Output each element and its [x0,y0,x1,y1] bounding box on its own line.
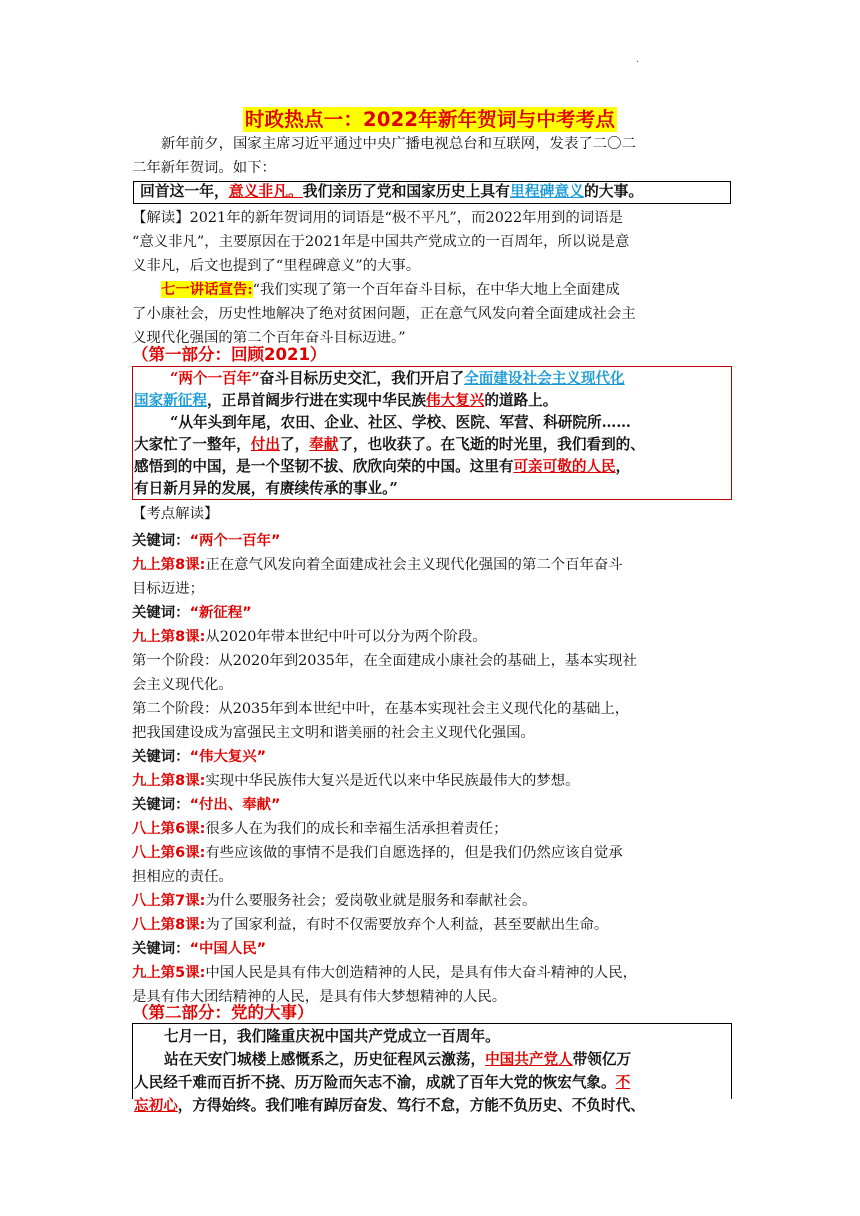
kaodian-line [132,819,732,839]
box1-l5c: ， [615,458,631,475]
kaodian-line-continued: 会主义现代化。 [132,677,233,693]
lesson-text: 实现中华民族伟大复兴是近代以来中华民族最伟大的梦想。 [205,773,580,789]
lesson-label: 九上第8课: [132,629,206,645]
box2-l3b: 不 [615,1074,631,1091]
box2-line-2 [164,1050,764,1070]
lesson-text: 为了国家利益，有时不仅需要放弃个人利益，甚至要献出生命。 [205,917,609,933]
lesson-label: 九上第8课: [132,557,206,573]
box1-l4a: 大家忙了一整年， [134,436,251,453]
lesson-text: 为什么要服务社会；爱岗敬业就是服务和奉献社会。 [205,893,537,909]
quote-1-d: 里程碑意义 [509,183,584,200]
section-1-heading: （第一部分：回顾2021） [132,345,327,364]
header-dot: . [636,54,640,65]
kaodian-line [132,651,732,671]
box2-l2a: 站在天安门城楼上感慨系之，历史征程风云激荡， [164,1051,486,1068]
section-2-heading: （第二部分：党的大事） [132,1003,314,1022]
lesson-text: 第二个阶段：从2035年到本世纪中叶，在基本实现社会主义现代化的基础上， [132,701,630,717]
box2-line-4 [134,1096,734,1116]
kaodian-line [132,891,732,911]
box2-line-3 [134,1073,734,1093]
box1-l2c: ，正昂首阔步行进在实现中华民族 [207,392,426,409]
kaodian-line [132,963,732,983]
lesson-label: 八上第7课: [132,893,206,909]
qiyi-line-2: 了小康社会，历史性地解决了绝对贫困问题，正在意气风发向着全面建成社会主 [132,306,636,322]
lesson-text: 正在意气风发向着全面建成社会主义现代化强国的第二个百年奋斗 [205,557,623,573]
box1-line-6: 有日新月异的发展，有赓续传承的事业。” [134,480,398,497]
lesson-label: 九上第5课: [132,965,206,981]
page-title [0,104,860,132]
title-text: 时政热点一：2022年新年贺词与中考考点 [244,108,616,131]
box1-l4e: 了，也收获了。在飞逝的时光里，我们看到的、 [338,436,645,453]
box1-line-1 [170,369,770,389]
keyword-label: 关键词： [132,533,190,549]
kaodian-line-continued: 目标迈进； [132,581,204,597]
keyword-value: “新征程” [189,605,252,621]
keyword-line [132,747,732,767]
kaodian-line [132,843,732,863]
lesson-text: 从2020年带本世纪中叶可以分为两个阶段。 [205,629,487,645]
box1-l2b: 新征程 [163,392,207,409]
kaodian-line [132,771,732,791]
lesson-text: 第一个阶段：从2020年到2035年，在全面建成小康社会的基础上，基本实现社 [132,653,637,669]
kaodian-line [132,627,732,647]
box2-l3a: 人民经千难而百折不挠、历万险而矢志不渝，成就了百年大党的恢宏气象。 [134,1074,616,1091]
box1-l1a: “两个一百年” [170,370,260,387]
kaodian-line [132,699,732,719]
quote-1-e: 的大事。 [583,183,644,200]
kaodian-line [132,915,732,935]
jiedu-label: 【解读】 [132,210,190,226]
box2-line-1: 七月一日，我们隆重庆祝中国共产党成立一百周年。 [164,1028,500,1045]
box1-l4d: 奉献 [309,436,339,453]
jiedu-line-3: 义非凡，后文也提到了“里程碑意义”的大事。 [132,258,421,274]
box1-line-3: “从年头到年尾，农田、企业、社区、学校、医院、军营、科研院所…… [170,414,631,431]
box1-l1b: 奋斗目标历史交汇，我们开启了 [259,370,465,387]
jiedu-line-1 [132,208,732,228]
lesson-text: 很多人在为我们的成长和幸福生活承担着责任； [205,821,508,837]
box2-l2c: 带领亿万 [572,1051,632,1068]
box1-line-2 [134,391,734,411]
kaodian-line-continued: 是具有伟大团结精神的人民，是具有伟大梦想精神的人民。 [132,989,507,1005]
jiedu-line-2: “意义非凡”，主要原因在于2021年是中国共产党成立的一百周年，所以说是意 [132,234,630,250]
lesson-text: 中国人民是具有伟大创造精神的人民，是具有伟大奋斗精神的人民， [205,965,638,981]
qiyi-label: 七一讲话宣告: [161,281,253,298]
intro-line-1: 新年前夕，国家主席习近平通过中央广播电视总台和互联网，发表了二〇二 [161,136,636,152]
kaodian-line-continued: 把我国建设成为富强民主文明和谐美丽的社会主义现代化强国。 [132,725,535,741]
keyword-label: 关键词： [132,797,190,813]
box1-l5b: 可亲可敬的人民 [513,458,616,475]
kaodian-line [132,555,732,575]
quote-1-a: 回首这一年， [140,183,229,200]
intro-line-2: 二年新年贺词。如下： [132,160,276,176]
kaodian-heading: 【考点解读】 [132,506,219,522]
box1-l2d: 伟大复兴 [425,392,485,409]
quote-1 [140,182,740,202]
qiyi-line-3: 义现代化强国的第二个百年奋斗目标迈进。” [132,330,406,346]
keyword-value: “付出、奉献” [189,797,281,813]
keyword-value: “伟大复兴” [189,749,267,765]
box2-l2b: 中国共产党人 [485,1051,573,1068]
keyword-line [132,795,732,815]
box1-l4b: 付出 [250,436,280,453]
lesson-label: 九上第8课: [132,773,206,789]
box1-l2a: 国家 [134,392,164,409]
keyword-line [132,603,732,623]
lesson-label: 八上第6课: [132,821,206,837]
keyword-value: “中国人民” [189,941,267,957]
box1-line-4 [134,435,734,455]
keyword-label: 关键词： [132,605,190,621]
keyword-line [132,939,732,959]
box1-l1c: 全面建设社会主义现代化 [464,370,625,387]
box1-l4c: 了， [279,436,310,453]
qiyi-line-1 [132,280,732,300]
lesson-label: 八上第6课: [132,845,206,861]
qiyi-text-1: “我们实现了第一个百年奋斗目标，在中华大地上全面建成 [252,282,620,298]
keyword-line [132,531,732,551]
kaodian-line-continued: 担相应的责任。 [132,869,233,885]
box2-l4b: ，方得始终。我们唯有踔厉奋发、笃行不怠，方能不负历史、不负时代、 [177,1097,645,1114]
keyword-label: 关键词： [132,749,190,765]
keyword-label: 关键词： [132,941,190,957]
keyword-value: “两个一百年” [189,533,281,549]
jiedu-text-1: 2021年的新年贺词用的词语是“极不平凡”，而2022年用到的词语是 [189,210,623,226]
quote-1-c: 我们亲历了党和国家历史上具有 [302,183,510,200]
lesson-text: 有些应该做的事情不是我们自愿选择的，但是我们仍然应该自觉承 [205,845,623,861]
lesson-label: 八上第8课: [132,917,206,933]
box1-line-5 [134,457,734,477]
box2-l4a: 忘初心 [134,1097,178,1114]
box1-l5: 感悟到的中国，是一个坚韧不拔、欣欣向荣的中国。这里有 [134,458,514,475]
quote-1-b: 意义非凡。 [228,183,303,200]
box1-l2e: 的道路上。 [484,392,558,409]
